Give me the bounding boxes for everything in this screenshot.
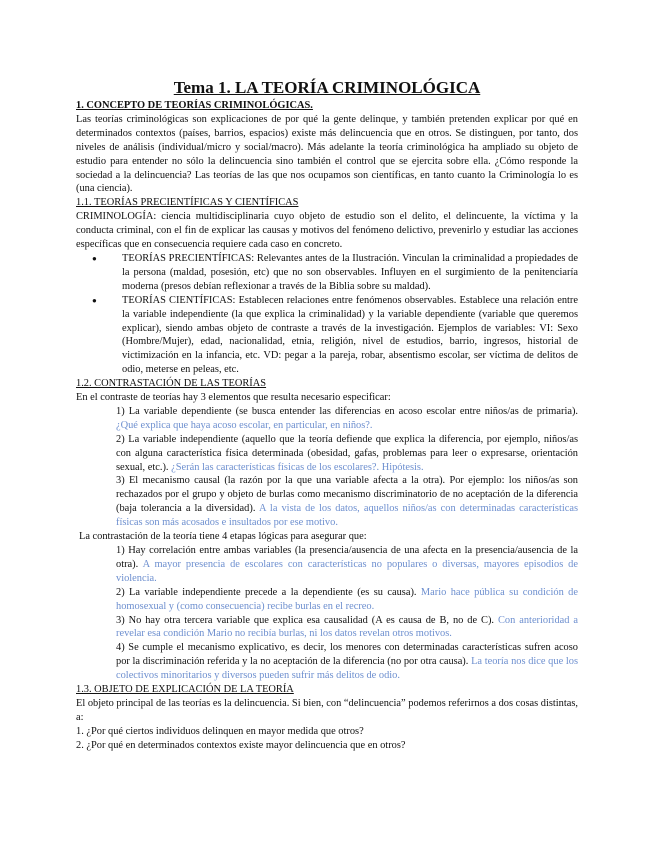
stage-text: 2) La variable independiente precede a la dependiente (es su causa). [116, 586, 417, 598]
list-item-precientificas: ● TEORÍAS PRECIENTÍFICAS: Relevantes antes de la Ilustración. Vinculan la criminalidad a propiedades de la persona (maldad, posesión, etc) que no son observables. Influyen en el surgimiento de la penitenciaría moderna (presos debían reflexionar a través de la Biblia sobre su maldad). [122, 252, 578, 294]
section-1-intro: Las teorías criminológicas son explicaciones de por qué la gente delinque, y también pretenden explicar por qué en determinados contextos (países, barrios, espacios) existe más delincuencia que en otros. Se distinguen, por tanto, dos niveles de análisis (individual/micro y social/macro). Más adelante la teoría criminológica ha ampliado su objeto de estudio para entender no sólo la delincuencia sino también el control que se ejercita sobre ella. ¿Cómo responde la sociedad a la delincuencia? Las teorías de las que nos ocupamos son científicas, en tanto cuanto la Criminología lo es (una ciencia). [76, 113, 578, 195]
section-1-1-heading: 1.1. TEORÍAS PRECIENTÍFICAS Y CIENTÍFICAS [76, 197, 299, 209]
element-example: A la vista de los datos, aquellos niños/as con determinadas características físicas son más acosados e insultados por ese motivo. [116, 503, 578, 529]
element-text: 3) El mecanismo causal (la razón por la que una variable afecta a la otra). Por ejemplo: los niños/as son rechazados por el grupo y objeto de burlas como mecanismo discriminatorio de no aceptación de la diferencia (baja tolerancia a la diversidad). [116, 475, 578, 515]
section-1-3-heading: 1.3. OBJETO DE EXPLICACIÓN DE LA TEORÍA [76, 684, 294, 696]
stage-precedence [116, 586, 578, 614]
section-1-2-heading: 1.2. CONTRASTACIÓN DE LAS TEORÍAS [76, 378, 267, 390]
stage-mechanism [116, 641, 578, 683]
element-dependent-variable [116, 405, 578, 433]
stages-intro: La contrastación de la teoría tiene 4 etapas lógicas para asegurar que: [79, 531, 367, 543]
question-item-individual: 1. ¿Por qué ciertos individuos delinquen en mayor medida que otros? [76, 725, 364, 737]
theory-types-list [76, 252, 578, 377]
element-independent-variable [116, 433, 578, 475]
element-causal-mechanism [116, 474, 578, 530]
question-item-context: 2. ¿Por qué en determinados contextos existe mayor delincuencia que en otros? [76, 739, 406, 751]
stage-example: Mario hace pública su condición de homosexual y (como consecuencia) recibe burlas en el recreo. [116, 586, 578, 612]
section-1-heading: 1. CONCEPTO DE TEORÍAS CRIMINOLÓGICAS. [76, 100, 313, 111]
criminologia-definition: CRIMINOLOGÍA: ciencia multidisciplinaria cuyo objeto de estudio son el delito, el delincuente, la víctima y la conducta criminal, con el fin de explicar las causas y motivos del fenómeno delictivo, prevenirlo y estudiar las acciones específicas que en consecuencia requiere cada caso en concreto. [76, 211, 578, 251]
stage-text: 3) No hay otra tercera variable que explica esa causalidad (A es causa de B, no de C). [116, 614, 495, 626]
element-example: ¿Serán las características físicas de los escolares?. Hipótesis. [171, 461, 424, 473]
stage-text: 1) Hay correlación entre ambas variables (la presencia/ausencia de una afecta en la presencia/ausencia de la otra). [116, 545, 578, 570]
list-item-cientificas: ● TEORÍAS CIENTÍFICAS: Establecen relaciones entre fenómenos observables. Establece una relación entre la variable independiente (la que explica la criminalidad) y la variable dependiente (variable que queremos explicar), siendo ambas objeto de contraste a través de la investigación. Ejemplos de variables: VI: Sexo (Hombre/Mujer), edad, nacionalidad, etnia, religión, nivel de estudios, barrio, ingresos, historial de victimización en la infancia, etc. VD: pegar a la pareja, robar, absentismo escolar, ser víctima de delitos de odio, meterse en peleas, etc. [122, 294, 578, 377]
stage-no-third-variable [116, 614, 578, 642]
stage-example: La teoría nos dice que los colectivos minoritarios y diversos pueden sufrir más delitos de odio. [116, 656, 578, 682]
section-1-3-intro: El objeto principal de las teorías es la delincuencia. Si bien, con “delincuencia” podemos referirnos a dos cosas distintas, a: [76, 697, 578, 723]
stage-example: A mayor presencia de escolares con características no populares o diversas, mayores episodios de violencia. [116, 558, 578, 584]
element-example: ¿Qué explica que haya acoso escolar, en particular, en niños?. [116, 419, 373, 431]
contrast-elements [76, 405, 578, 530]
document-title: Tema 1. LA TEORÍA CRIMINOLÓGICA [173, 78, 481, 97]
element-text: 2) La variable independiente (aquello que la teoría defiende que explica la diferencia, por ejemplo, niños/as con alguna característica física determinada (obesidad, gafas, problemas para leer o expresarse, orientación sexual, etc.). [116, 433, 578, 473]
section-1-2-intro: En el contraste de teorías hay 3 elementos que resulta necesario especificar: [76, 392, 391, 404]
element-text: 1) La variable dependiente (se busca entender las diferencias en acoso escolar entre niños/as de primaria). [116, 405, 578, 417]
stage-text: 4) Se cumple el mecanismo explicativo, es decir, los menores con determinadas características sufren acoso por la discriminación referida y la no aceptación de la diferencia (no por otra causa). [116, 642, 578, 668]
contrast-stages [76, 544, 578, 683]
stage-correlation [116, 544, 578, 586]
stage-example: Con anterioridad a revelar esa condición Mario no recibía burlas, ni los datos revelan otros motivos. [116, 614, 579, 640]
document-page [76, 78, 578, 753]
